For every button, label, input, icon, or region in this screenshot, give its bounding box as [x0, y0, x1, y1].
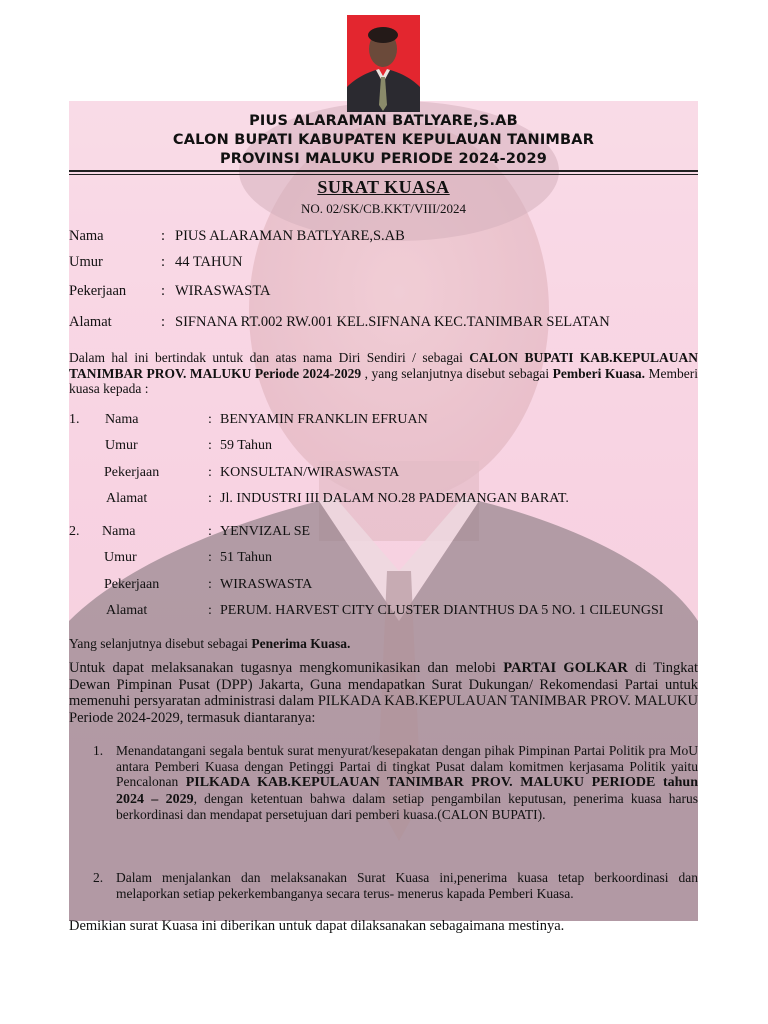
colon: :	[208, 577, 212, 592]
grantee-2-job-label: Pekerjaan	[104, 577, 160, 592]
grantee-2-address-label: Alamat	[106, 603, 148, 618]
colon: :	[161, 283, 166, 299]
colon: :	[208, 412, 212, 427]
colon: :	[208, 524, 212, 539]
grantor-name: PIUS ALARAMAN BATLYARE,S.AB	[175, 228, 405, 244]
grantor-job: WIRASWASTA	[175, 283, 271, 299]
grantee-1-age-label: Umur	[105, 438, 138, 453]
colon: :	[208, 438, 212, 453]
grantor-address-label: Alamat	[69, 314, 112, 330]
grantee-1-number: 1.	[69, 412, 80, 427]
grantor-address: SIFNANA RT.002 RW.001 KEL.SIFNANA KEC.TANIMBAR SELATAN	[175, 314, 610, 330]
header-divider-thick	[69, 170, 698, 172]
purpose-paragraph: Untuk dapat melaksanakan tugasnya mengkomunikasikan dan melobi PARTAI GOLKAR di Tingkat Dewan Pimpinan Pusat (DPP) Jakarta, Guna mendapatkan Surat Dukungan/ Rekomendasi Partai untuk memenuhi persyaratan administrasi dalam PILKADA KAB.KEPULAUAN TANIMBAR PROV. MALUKU Periode 2024-2029, termasuk diantaranya:	[69, 660, 699, 726]
colon: :	[161, 228, 166, 244]
grantee-2-address: PERUM. HARVEST CITY CLUSTER DIANTHUS DA 5 NO. 1 CILEUNGSI	[220, 603, 664, 618]
letterhead-position: CALON BUPATI KABUPATEN KEPULAUAN TANIMBAR	[172, 132, 595, 148]
colon: :	[208, 465, 212, 480]
item-2-text: Dalam menjalankan dan melaksanakan Surat Kuasa ini,penerima kuasa tetap berkoordinasi dan melaporkan setiap pekerkembanganya secara terus- menerus kapada Pemberi Kuasa.	[116, 870, 698, 901]
item-1-number: 1.	[93, 743, 104, 758]
receiver-line: Yang selanjutnya disebut sebagai Penerima Kuasa.	[69, 636, 351, 651]
grantee-1-address: Jl. INDUSTRI III DALAM NO.28 PADEMANGAN BARAT.	[220, 491, 569, 506]
item-2-number: 2.	[93, 870, 104, 885]
colon: :	[208, 491, 212, 506]
grantor-age: 44 TAHUN	[175, 254, 243, 270]
grantee-1-name-label: Nama	[105, 412, 139, 427]
grantor-job-label: Pekerjaan	[69, 283, 127, 299]
grantee-2-age-label: Umur	[104, 550, 137, 565]
closing-sentence: Demikian surat Kuasa ini diberikan untuk dapat dilaksanakan sebagaimana mestinya.	[69, 918, 565, 934]
grantee-2-age: 51 Tahun	[220, 550, 273, 565]
intro-paragraph: Dalam hal ini bertindak untuk dan atas nama Diri Sendiri / sebagai CALON BUPATI KAB.KEPULAUAN TANIMBAR PROV. MALUKU Periode 2024-2029 , yang selanjutnya disebut sebagai Pemberi Kuasa. Memberi kuasa kepada :	[69, 350, 699, 396]
candidate-photo	[347, 15, 420, 112]
header-divider-thin	[69, 174, 698, 175]
grantee-1-job: KONSULTAN/WIRASWASTA	[220, 465, 400, 480]
grantee-2-name-label: Nama	[102, 524, 136, 539]
grantee-2-name: YENVIZAL SE	[220, 524, 311, 539]
item-1-text: Menandatangani segala bentuk surat menyurat/kesepakatan dengan pihak Pimpinan Partai Politik pra MoU antara Pemberi Kuasa dengan Petinggi Partai di tingkat Pusat dalam komitmen kerjasama Politik yaitu Pencalonan PILKADA KAB.KEPULAUAN TANIMBAR PROV. MALUKU PERIODE tahun 2024 – 2029, dengan ketentuan bahwa dalam setiap pengambilan keputusan, penerima kuasa harus berkordinasi dan mendapat persetujuan dari pemberi kuasa.(CALON BUPATI).	[116, 743, 698, 822]
letterhead-province: PROVINSI MALUKU PERIODE 2024-2029	[219, 151, 548, 167]
grantee-2-job: WIRASWASTA	[220, 577, 313, 592]
document-title: SURAT KUASA	[317, 177, 450, 197]
colon: :	[208, 550, 212, 565]
grantee-1-address-label: Alamat	[106, 491, 148, 506]
grantee-2-number: 2.	[69, 524, 80, 539]
document-number: NO. 02/SK/CB.KKT/VIII/2024	[300, 201, 467, 216]
grantor-age-label: Umur	[69, 254, 103, 270]
letterhead-name: PIUS ALARAMAN BATLYARE,S.AB	[249, 113, 518, 129]
grantee-1-age: 59 Tahun	[220, 438, 273, 453]
grantee-1-job-label: Pekerjaan	[104, 465, 160, 480]
grantee-1-name: BENYAMIN FRANKLIN EFRUAN	[220, 412, 428, 427]
colon: :	[161, 314, 166, 330]
grantor-name-label: Nama	[69, 228, 104, 244]
colon: :	[208, 603, 212, 618]
colon: :	[161, 254, 166, 270]
